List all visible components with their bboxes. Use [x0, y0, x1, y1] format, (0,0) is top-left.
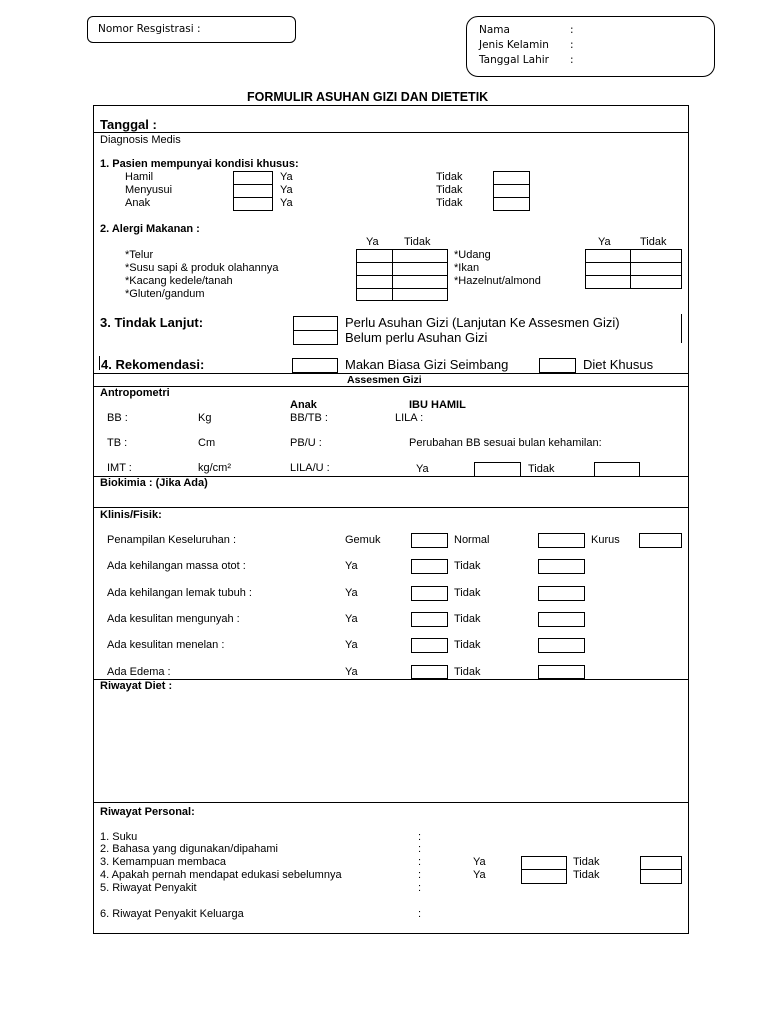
tanggal-lahir-label: Tanggal Lahir: [479, 54, 549, 66]
klinis-ya-checkbox[interactable]: [411, 612, 448, 627]
kgcm-label: kg/cm²: [198, 462, 231, 474]
klinis-tidak-checkbox[interactable]: [538, 638, 585, 653]
perlu-asuhan-checkbox[interactable]: [293, 316, 338, 331]
klinis-ya-checkbox[interactable]: [411, 559, 448, 574]
alergi-item: *Ikan: [454, 262, 480, 274]
personal-item: 6. Riwayat Penyakit Keluarga: [100, 908, 244, 920]
kg-label: Kg: [198, 412, 212, 424]
alergi-tidak-checkbox[interactable]: [392, 249, 448, 263]
jenis-kelamin-label: Jenis Kelamin: [479, 39, 549, 51]
kondisi-label: Menyusui: [125, 184, 173, 196]
alergi-ya-checkbox[interactable]: [585, 275, 631, 289]
klinis-row-label: Ada Edema :: [107, 666, 171, 678]
rekomendasi-heading: 4. Rekomendasi:: [101, 357, 205, 372]
tidak-label: Tidak: [454, 613, 481, 625]
nama-label: Nama: [479, 24, 510, 36]
tidak-label: Tidak: [436, 171, 463, 183]
imt-label: IMT :: [107, 462, 132, 474]
penampilan-label: Penampilan Keseluruhan :: [107, 534, 237, 546]
riwayat-personal-heading: Riwayat Personal:: [100, 806, 195, 818]
lila-label: LILA :: [395, 412, 424, 424]
alergi-ya-checkbox[interactable]: [585, 262, 631, 276]
biokimia-label: Biokimia : (Jika Ada): [100, 477, 208, 489]
alergi-ya-checkbox[interactable]: [356, 249, 393, 263]
klinis-ya-checkbox[interactable]: [411, 586, 448, 601]
riwayat-diet-label: Riwayat Diet :: [100, 680, 173, 692]
alergi-item: *Udang: [454, 249, 491, 261]
kurus-label: Kurus: [591, 534, 620, 546]
kondisi-tidak-checkbox[interactable]: [493, 197, 530, 211]
perubahan-ya-checkbox[interactable]: [474, 462, 521, 477]
alergi-ya-checkbox[interactable]: [585, 249, 631, 263]
alergi-item: *Susu sapi & produk olahannya: [125, 262, 279, 274]
personal-item: 2. Bahasa yang digunakan/dipahami: [100, 843, 278, 855]
klinis-tidak-checkbox[interactable]: [538, 612, 585, 627]
ya-label: Ya: [345, 613, 358, 625]
kondisi-ya-checkbox[interactable]: [233, 197, 273, 211]
normal-label: Normal: [454, 534, 490, 546]
kondisi-tidak-checkbox[interactable]: [493, 171, 530, 185]
makan-biasa-checkbox[interactable]: [292, 358, 338, 373]
klinis-row-label: Ada kehilangan massa otot :: [107, 560, 246, 572]
form-title: FORMULIR ASUHAN GIZI DAN DIETETIK: [247, 90, 489, 104]
personal-item: 4. Apakah pernah mendapat edukasi sebelumnya: [100, 869, 342, 881]
personal-item: 3. Kemampuan membaca: [100, 856, 226, 868]
ya-label: Ya: [280, 171, 293, 183]
klinis-tidak-checkbox[interactable]: [538, 586, 585, 601]
alergi-ya-checkbox[interactable]: [356, 275, 393, 289]
perubahan-bb-label: Perubahan BB sesuai bulan kehamilan:: [409, 437, 602, 449]
perlu-asuhan-label: Perlu Asuhan Gizi (Lanjutan Ke Assesmen Gizi): [345, 315, 620, 330]
tanggal-label: Tanggal :: [100, 117, 157, 132]
klinis-tidak-checkbox[interactable]: [538, 665, 585, 679]
personal-colon: :: [418, 908, 422, 920]
kurus-checkbox[interactable]: [639, 533, 682, 548]
ya-label: Ya: [345, 666, 358, 678]
personal-colon: :: [418, 856, 422, 868]
ya-label: Ya: [345, 560, 358, 572]
tidak-label: Tidak: [573, 869, 600, 881]
klinis-row-label: Ada kesulitan menelan :: [107, 639, 225, 651]
cm-label: Cm: [198, 437, 216, 449]
tidak-label: Tidak: [454, 666, 481, 678]
kondisi-ya-checkbox[interactable]: [233, 171, 273, 185]
divider: [99, 356, 100, 370]
normal-checkbox[interactable]: [538, 533, 585, 548]
klinis-ya-checkbox[interactable]: [411, 665, 448, 679]
divider: [93, 132, 689, 133]
divider: [93, 386, 689, 387]
alergi-tidak-checkbox[interactable]: [392, 262, 448, 276]
lilau-label: LILA/U :: [290, 462, 330, 474]
alergi-item: *Gluten/gandum: [125, 288, 205, 300]
ya-label: Ya: [280, 184, 293, 196]
personal-colon: :: [418, 882, 422, 894]
alergi-ya-header: Ya: [598, 236, 611, 248]
klinis-heading: Klinis/Fisik:: [100, 509, 162, 521]
nama-colon: :: [570, 24, 574, 36]
kondisi-label: Hamil: [125, 171, 154, 183]
ibu-hamil-label: IBU HAMIL: [409, 399, 466, 411]
kondisi-ya-checkbox[interactable]: [233, 184, 273, 198]
assesmen-heading: Assesmen Gizi: [347, 374, 422, 386]
jenis-kelamin-colon: :: [570, 39, 574, 51]
belum-perlu-label: Belum perlu Asuhan Gizi: [345, 330, 488, 345]
tidak-label: Tidak: [528, 463, 555, 475]
diet-khusus-checkbox[interactable]: [539, 358, 576, 373]
tidak-label: Tidak: [454, 639, 481, 651]
kondisi-label: Anak: [125, 197, 151, 209]
alergi-tidak-checkbox[interactable]: [630, 249, 682, 263]
klinis-ya-checkbox[interactable]: [411, 638, 448, 653]
ya-label: Ya: [345, 639, 358, 651]
edukasi-ya-checkbox[interactable]: [521, 869, 567, 884]
tidak-label: Tidak: [436, 197, 463, 209]
klinis-row-label: Ada kehilangan lemak tubuh :: [107, 587, 252, 599]
pbu-label: PB/U :: [290, 437, 322, 449]
alergi-ya-checkbox[interactable]: [356, 288, 393, 301]
klinis-row-label: Ada kesulitan mengunyah :: [107, 613, 240, 625]
membaca-tidak-checkbox[interactable]: [640, 856, 682, 870]
tidak-label: Tidak: [436, 184, 463, 196]
personal-colon: :: [418, 869, 422, 881]
ya-label: Ya: [416, 463, 429, 475]
divider: [93, 679, 689, 680]
antropometri-label: Antropometri: [100, 387, 170, 399]
divider: [93, 507, 689, 508]
anak-label: Anak: [290, 399, 317, 411]
alergi-ya-header: Ya: [366, 236, 379, 248]
tindak-lanjut-heading: 3. Tindak Lanjut:: [100, 315, 204, 330]
tidak-label: Tidak: [454, 587, 481, 599]
alergi-tidak-checkbox[interactable]: [630, 262, 682, 276]
tb-label: TB :: [107, 437, 128, 449]
gemuk-checkbox[interactable]: [411, 533, 448, 548]
gemuk-label: Gemuk: [345, 534, 381, 546]
ya-label: Ya: [280, 197, 293, 209]
alergi-item: *Kacang kedele/tanah: [125, 275, 233, 287]
personal-item: 5. Riwayat Penyakit: [100, 882, 197, 894]
alergi-item: *Telur: [125, 249, 154, 261]
kondisi-tidak-checkbox[interactable]: [493, 184, 530, 198]
divider: [681, 314, 682, 343]
perubahan-tidak-checkbox[interactable]: [594, 462, 640, 477]
registration-label: Nomor Resgistrasi :: [98, 23, 201, 35]
divider: [93, 802, 689, 803]
kondisi-heading: 1. Pasien mempunyai kondisi khusus:: [100, 158, 299, 170]
tidak-label: Tidak: [573, 856, 600, 868]
alergi-item: *Hazelnut/almond: [454, 275, 541, 287]
alergi-tidak-checkbox[interactable]: [630, 275, 682, 289]
personal-item: 1. Suku: [100, 831, 138, 843]
tanggal-lahir-colon: :: [570, 54, 574, 66]
personal-colon: :: [418, 843, 422, 855]
tidak-label: Tidak: [454, 560, 481, 572]
bb-label: BB :: [107, 412, 128, 424]
ya-label: Ya: [473, 856, 486, 868]
alergi-heading: 2. Alergi Makanan :: [100, 223, 200, 235]
diagnosis-label: Diagnosis Medis: [100, 134, 181, 146]
ya-label: Ya: [345, 587, 358, 599]
belum-perlu-checkbox[interactable]: [293, 330, 338, 345]
alergi-tidak-header: Tidak: [404, 236, 431, 248]
ya-label: Ya: [473, 869, 486, 881]
membaca-ya-checkbox[interactable]: [521, 856, 567, 870]
makan-biasa-label: Makan Biasa Gizi Seimbang: [345, 357, 509, 372]
alergi-tidak-checkbox[interactable]: [392, 288, 448, 301]
alergi-ya-checkbox[interactable]: [356, 262, 393, 276]
bbtb-label: BB/TB :: [290, 412, 328, 424]
diet-khusus-label: Diet Khusus: [583, 357, 654, 372]
personal-colon: :: [418, 831, 422, 843]
alergi-tidak-checkbox[interactable]: [392, 275, 448, 289]
alergi-tidak-header: Tidak: [640, 236, 667, 248]
edukasi-tidak-checkbox[interactable]: [640, 869, 682, 884]
klinis-tidak-checkbox[interactable]: [538, 559, 585, 574]
